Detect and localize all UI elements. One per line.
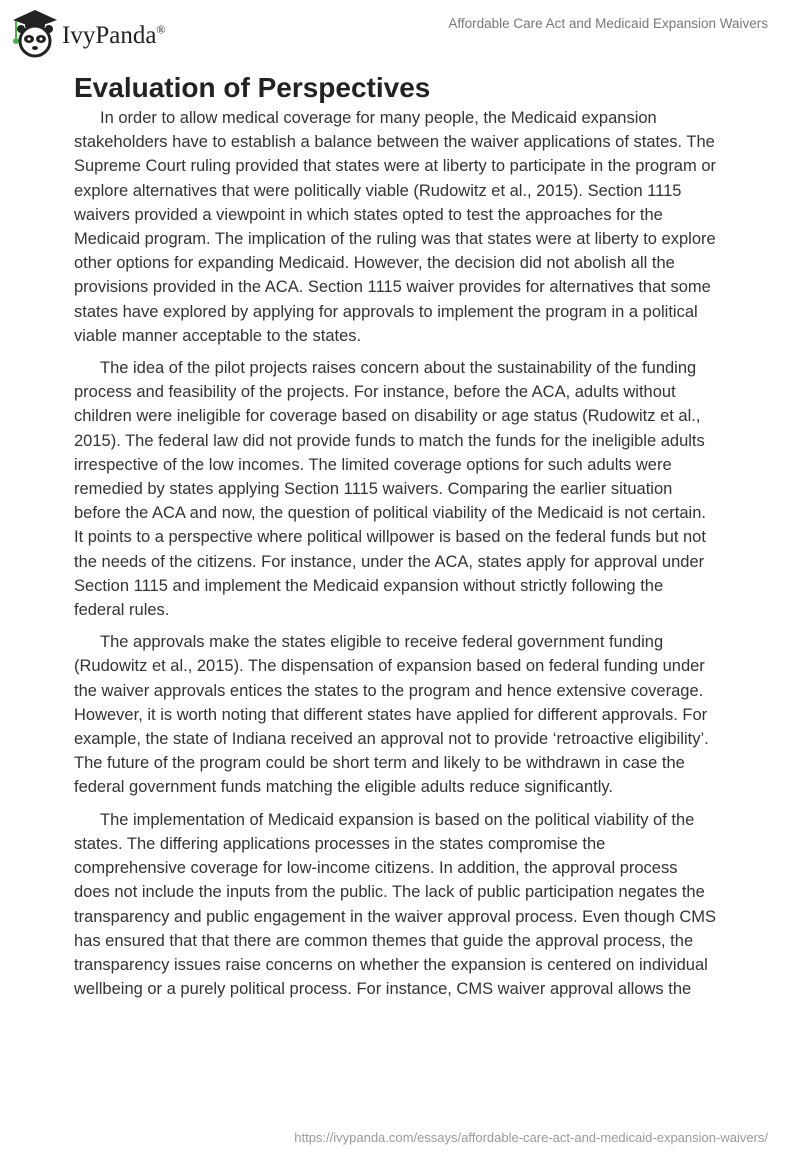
paragraph-line: stakeholders have to establish a balance between the waiver applications of states. The xyxy=(74,133,715,152)
paragraph-line: However, it is worth noting that different states have applied for different approvals. For xyxy=(74,705,708,724)
paragraph-line: Supreme Court ruling provided that states were at liberty to participate in the program or xyxy=(74,157,716,176)
paragraph-line: states have explored by applying for approvals to implement the program in a political xyxy=(74,302,698,321)
paragraph-line: transparency issues raise concerns on whether the expansion is centered on individual xyxy=(74,955,708,974)
document-title: Affordable Care Act and Medicaid Expansion Waivers xyxy=(448,16,768,31)
paragraph-line: states. The differing applications processes in the states compromise the xyxy=(74,834,606,853)
paragraph-line: example, the state of Indiana received an approval not to provide ‘retroactive eligibility’. xyxy=(74,730,709,749)
logo-text: IvyPanda® xyxy=(62,22,166,49)
paragraph-line: viable manner acceptable to the states. xyxy=(74,326,362,345)
paragraph-line: provisions provided in the ACA. Section 1115 waiver provides for alternatives that some xyxy=(74,278,711,297)
section-heading: Evaluation of Perspectives xyxy=(74,72,431,103)
paragraph-line: The idea of the pilot projects raises concern about the sustainability of the funding xyxy=(100,359,697,378)
paragraph xyxy=(74,106,734,348)
paragraph-line: The future of the program could be short term and likely to be withdrawn in case the xyxy=(74,754,685,773)
paragraph-line: In order to allow medical coverage for many people, the Medicaid expansion xyxy=(100,109,657,127)
paragraph-line: has ensured that that there are common themes that guide the approval process, the xyxy=(74,931,694,950)
paragraph-line: the needs of the citizens. For instance, under the ACA, states apply for approval under xyxy=(74,552,705,571)
footer-url[interactable]: https://ivypanda.com/essays/affordable-care-act-and-medicaid-expansion-waivers/ xyxy=(294,1130,768,1145)
paragraph-line: the waiver approvals entices the states to the program and hence extensive coverage. xyxy=(74,681,704,700)
panda-graduate-icon xyxy=(12,8,58,58)
paragraph-line: process and feasibility of the projects. For instance, before the ACA, adults without xyxy=(74,383,676,402)
paragraph-line: Medicaid program. The implication of the ruling was that states were at liberty to explore xyxy=(74,230,716,249)
paragraph-line: comprehensive coverage for low-income citizens. In addition, the approval process xyxy=(74,859,678,878)
paragraph-line: The implementation of Medicaid expansion is based on the political viability of the xyxy=(100,810,695,829)
paragraph-line: other options for expanding Medicaid. However, the decision did not abolish all the xyxy=(74,254,675,273)
paragraph-line: wellbeing or a purely political process. For instance, CMS waiver approval allows the xyxy=(74,980,692,999)
paragraph-line: 2015). The federal law did not provide funds to match the funds for the ineligible adults xyxy=(74,431,705,450)
paragraph xyxy=(74,356,734,622)
paragraph-line: children were ineligible for coverage based on disability or age status (Rudowitz et al., xyxy=(74,407,701,426)
paragraph-line: The approvals make the states eligible to receive federal government funding xyxy=(100,633,664,652)
paragraph-line: transparency and public engagement in the waiver approval process. Even though CMS xyxy=(74,907,717,926)
paragraph-line: before the ACA and now, the question of political viability of the Medicaid is not certain. xyxy=(74,504,706,523)
paragraph-line: does not include the inputs from the public. The lack of public participation negates the xyxy=(74,883,705,902)
paragraph-line: irrespective of the low incomes. The limited coverage options for such adults were xyxy=(74,455,672,474)
paragraph-line: It points to a perspective where political willpower is based on the federal funds but not xyxy=(74,528,706,547)
paragraph-line: Section 1115 and implement the Medicaid expansion without strictly following the xyxy=(74,576,664,595)
paragraph-line: waivers provided a viewpoint in which states opted to test the approaches for the xyxy=(74,205,663,224)
ivypanda-logo[interactable] xyxy=(12,8,166,58)
essay-body xyxy=(74,106,734,1009)
paragraph-line: (Rudowitz et al., 2015). The dispensation of expansion based on federal funding under xyxy=(74,657,705,676)
paragraph-line: remedied by states applying Section 1115 waivers. Comparing the earlier situation xyxy=(74,480,673,499)
paragraph-line: federal rules. xyxy=(74,601,170,620)
paragraph xyxy=(74,630,734,799)
paragraph xyxy=(74,808,734,1002)
paragraph-line: explore alternatives that were politically viable (Rudowitz et al., 2015). Section 1115 xyxy=(74,181,682,200)
paragraph-line: federal government funds matching the eligible adults reduce significantly. xyxy=(74,778,614,797)
